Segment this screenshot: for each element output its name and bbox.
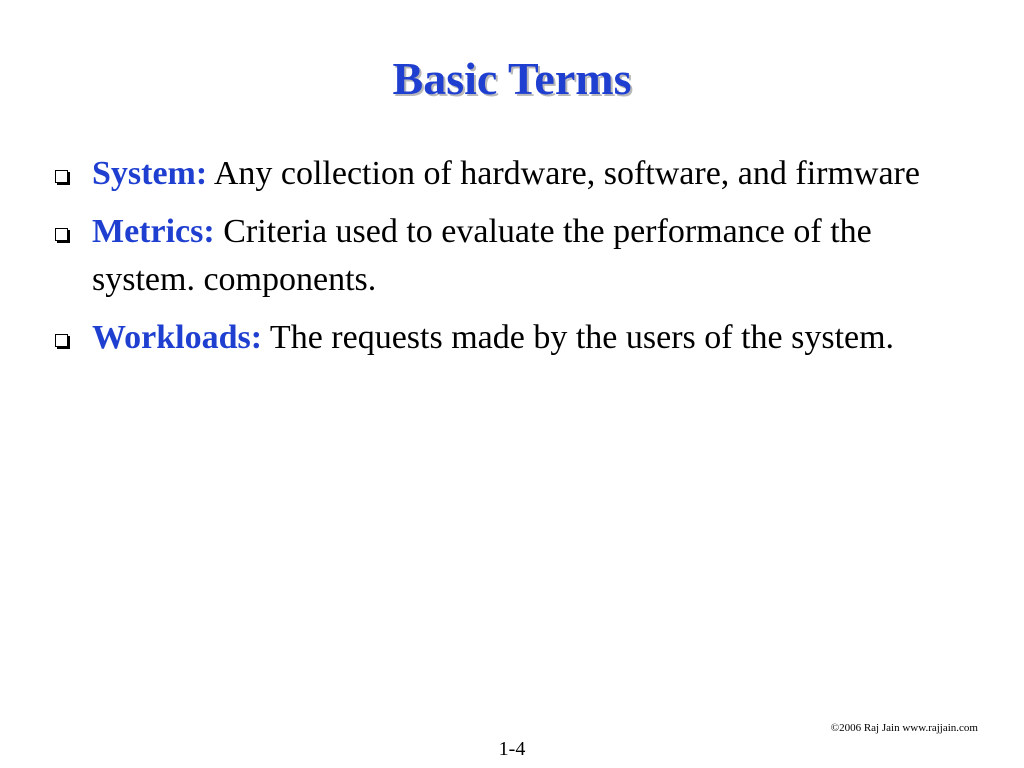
slide-title: Basic Terms [392,53,632,104]
bullet-list [52,150,952,372]
checkbox-bullet-icon [55,170,68,183]
bullet-term: System: [92,155,208,192]
bullet-text: The requests made by the users of the system. [262,319,895,356]
bullet-text: Any collection of hardware, software, and firmware [207,155,920,192]
checkbox-bullet-icon [55,334,68,347]
bullet-item-metrics [52,208,952,304]
bullet-item-workloads [52,314,952,362]
page-number: 1-4 [498,738,526,760]
bullet-term: Workloads: [92,319,263,356]
bullet-item-system [52,150,952,198]
bullet-term: Metrics: [92,213,215,250]
checkbox-bullet-icon [55,228,68,241]
bullet-text: Criteria used to evaluate the performance of the system. components. [92,213,872,298]
copyright-notice: ©2006 Raj Jain www.rajjain.com [830,722,978,734]
